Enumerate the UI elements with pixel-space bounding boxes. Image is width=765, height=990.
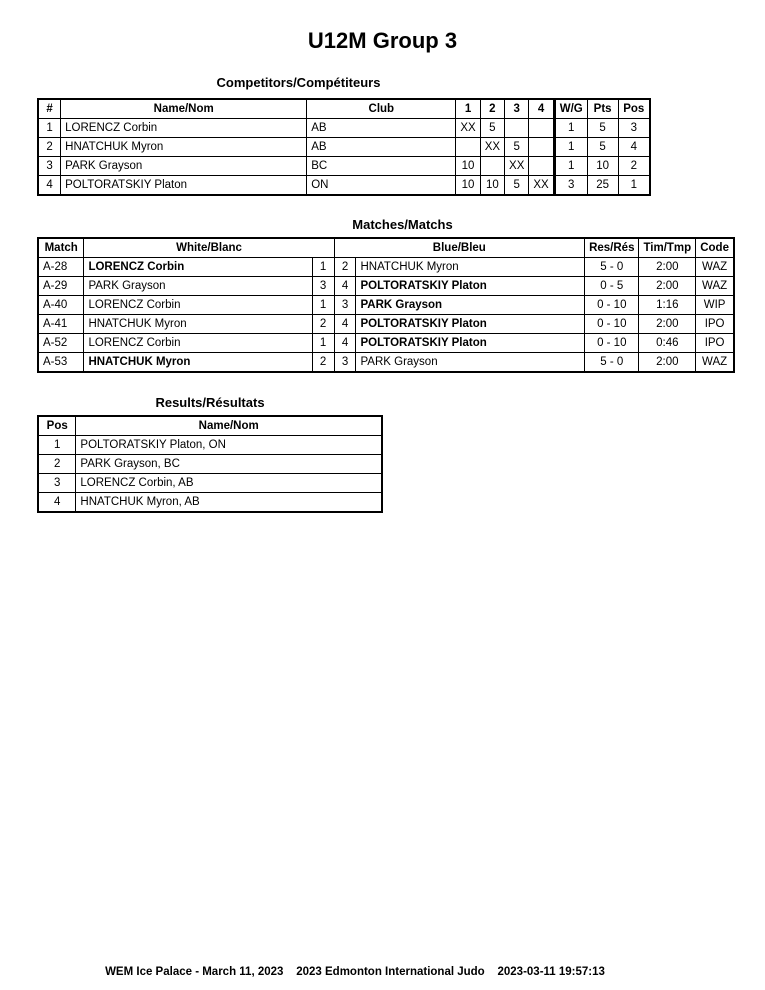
- score-2: XX: [480, 138, 504, 157]
- col-result: Res/Rés: [585, 238, 639, 258]
- competitor-club: ON: [307, 176, 456, 196]
- col-pos: Pos: [38, 416, 76, 436]
- blue-name: POLTORATSKIY Platon: [356, 277, 585, 296]
- match-result: 5 - 0: [585, 258, 639, 277]
- position: 4: [618, 138, 650, 157]
- points: 5: [587, 138, 618, 157]
- blue-name: PARK Grayson: [356, 353, 585, 373]
- white-num: 1: [312, 334, 334, 353]
- table-row: [38, 157, 650, 176]
- match-code: IPO: [696, 334, 734, 353]
- col-wg: W/G: [554, 99, 587, 119]
- score-2: 5: [480, 119, 504, 138]
- score-2: 10: [480, 176, 504, 196]
- competitor-name: POLTORATSKIY Platon: [61, 176, 307, 196]
- col-pts: Pts: [587, 99, 618, 119]
- position: 3: [618, 119, 650, 138]
- score-1: 10: [456, 157, 480, 176]
- score-4: [529, 157, 554, 176]
- wins: 1: [554, 157, 587, 176]
- match-id: A-53: [38, 353, 84, 373]
- white-name: LORENCZ Corbin: [84, 334, 312, 353]
- col-white: White/Blanc: [84, 238, 334, 258]
- blue-num: 4: [334, 334, 356, 353]
- matches-table: [37, 237, 735, 373]
- table-row: [38, 138, 650, 157]
- result-name: LORENCZ Corbin, AB: [76, 474, 382, 493]
- white-num: 2: [312, 315, 334, 334]
- col-pos: Pos: [618, 99, 650, 119]
- points: 25: [587, 176, 618, 196]
- footer: [0, 966, 710, 978]
- col-code: Code: [696, 238, 734, 258]
- wins: 3: [554, 176, 587, 196]
- score-1: [456, 138, 480, 157]
- blue-name: POLTORATSKIY Platon: [356, 315, 585, 334]
- competitor-num: 1: [38, 119, 61, 138]
- col-blue: Blue/Bleu: [334, 238, 585, 258]
- competitor-club: AB: [307, 119, 456, 138]
- score-1: XX: [456, 119, 480, 138]
- match-time: 0:46: [639, 334, 696, 353]
- col-num: #: [38, 99, 61, 119]
- table-row: [38, 119, 650, 138]
- match-id: A-40: [38, 296, 84, 315]
- col-4: 4: [529, 99, 554, 119]
- white-num: 1: [312, 258, 334, 277]
- footer-venue: WEM Ice Palace - March 11, 2023: [105, 966, 284, 978]
- white-name: HNATCHUK Myron: [84, 315, 312, 334]
- score-2: [480, 157, 504, 176]
- white-name: LORENCZ Corbin: [84, 258, 312, 277]
- competitors-table: [37, 98, 651, 196]
- col-club: Club: [307, 99, 456, 119]
- match-code: IPO: [696, 315, 734, 334]
- competitor-name: LORENCZ Corbin: [61, 119, 307, 138]
- col-3: 3: [505, 99, 529, 119]
- white-num: 3: [312, 277, 334, 296]
- white-name: LORENCZ Corbin: [84, 296, 312, 315]
- blue-name: PARK Grayson: [356, 296, 585, 315]
- results-table: [37, 415, 383, 513]
- blue-name: HNATCHUK Myron: [356, 258, 585, 277]
- competitors-heading: Competitors/Compétiteurs: [216, 75, 381, 90]
- match-time: 2:00: [639, 353, 696, 373]
- competitor-num: 3: [38, 157, 61, 176]
- result-pos: 2: [38, 455, 76, 474]
- white-name: HNATCHUK Myron: [84, 353, 312, 373]
- table-row: [38, 334, 734, 353]
- results-header-row: [38, 416, 382, 436]
- match-result: 0 - 5: [585, 277, 639, 296]
- match-code: WIP: [696, 296, 734, 315]
- wins: 1: [554, 119, 587, 138]
- competitors-header-row: [38, 99, 650, 119]
- page-title: U12M Group 3: [307, 28, 458, 53]
- white-num: 2: [312, 353, 334, 373]
- table-row: [38, 296, 734, 315]
- results-heading: Results/Résultats: [155, 395, 265, 410]
- table-row: [38, 436, 382, 455]
- match-time: 2:00: [639, 315, 696, 334]
- blue-num: 3: [334, 353, 356, 373]
- match-time: 2:00: [639, 277, 696, 296]
- score-4: [529, 138, 554, 157]
- score-3: 5: [505, 138, 529, 157]
- match-code: WAZ: [696, 258, 734, 277]
- white-name: PARK Grayson: [84, 277, 312, 296]
- result-name: PARK Grayson, BC: [76, 455, 382, 474]
- score-1: 10: [456, 176, 480, 196]
- blue-num: 2: [334, 258, 356, 277]
- result-pos: 3: [38, 474, 76, 493]
- result-pos: 1: [38, 436, 76, 455]
- result-name: POLTORATSKIY Platon, ON: [76, 436, 382, 455]
- col-2: 2: [480, 99, 504, 119]
- col-name: Name/Nom: [61, 99, 307, 119]
- table-row: [38, 258, 734, 277]
- match-code: WAZ: [696, 277, 734, 296]
- result-name: HNATCHUK Myron, AB: [76, 493, 382, 513]
- white-num: 1: [312, 296, 334, 315]
- col-name: Name/Nom: [76, 416, 382, 436]
- table-row: [38, 353, 734, 373]
- col-1: 1: [456, 99, 480, 119]
- matches-heading: Matches/Matchs: [352, 217, 453, 232]
- competitor-name: PARK Grayson: [61, 157, 307, 176]
- score-4: [529, 119, 554, 138]
- table-row: [38, 474, 382, 493]
- points: 10: [587, 157, 618, 176]
- table-row: [38, 277, 734, 296]
- blue-name: POLTORATSKIY Platon: [356, 334, 585, 353]
- result-pos: 4: [38, 493, 76, 513]
- match-code: WAZ: [696, 353, 734, 373]
- matches-header-row: [38, 238, 734, 258]
- points: 5: [587, 119, 618, 138]
- match-id: A-28: [38, 258, 84, 277]
- match-result: 0 - 10: [585, 334, 639, 353]
- competitor-name: HNATCHUK Myron: [61, 138, 307, 157]
- competitor-num: 2: [38, 138, 61, 157]
- competitor-club: AB: [307, 138, 456, 157]
- match-result: 0 - 10: [585, 296, 639, 315]
- match-result: 5 - 0: [585, 353, 639, 373]
- footer-timestamp: 2023-03-11 19:57:13: [497, 966, 605, 978]
- wins: 1: [554, 138, 587, 157]
- match-time: 2:00: [639, 258, 696, 277]
- col-time: Tim/Tmp: [639, 238, 696, 258]
- competitor-num: 4: [38, 176, 61, 196]
- score-3: 5: [505, 176, 529, 196]
- table-row: [38, 176, 650, 196]
- table-row: [38, 315, 734, 334]
- match-id: A-29: [38, 277, 84, 296]
- score-3: XX: [505, 157, 529, 176]
- score-4: XX: [529, 176, 554, 196]
- position: 2: [618, 157, 650, 176]
- blue-num: 4: [334, 315, 356, 334]
- blue-num: 3: [334, 296, 356, 315]
- position: 1: [618, 176, 650, 196]
- match-id: A-41: [38, 315, 84, 334]
- table-row: [38, 493, 382, 513]
- match-result: 0 - 10: [585, 315, 639, 334]
- score-3: [505, 119, 529, 138]
- competitor-club: BC: [307, 157, 456, 176]
- blue-num: 4: [334, 277, 356, 296]
- match-time: 1:16: [639, 296, 696, 315]
- footer-event: 2023 Edmonton International Judo: [296, 966, 485, 978]
- match-id: A-52: [38, 334, 84, 353]
- col-match: Match: [38, 238, 84, 258]
- table-row: [38, 455, 382, 474]
